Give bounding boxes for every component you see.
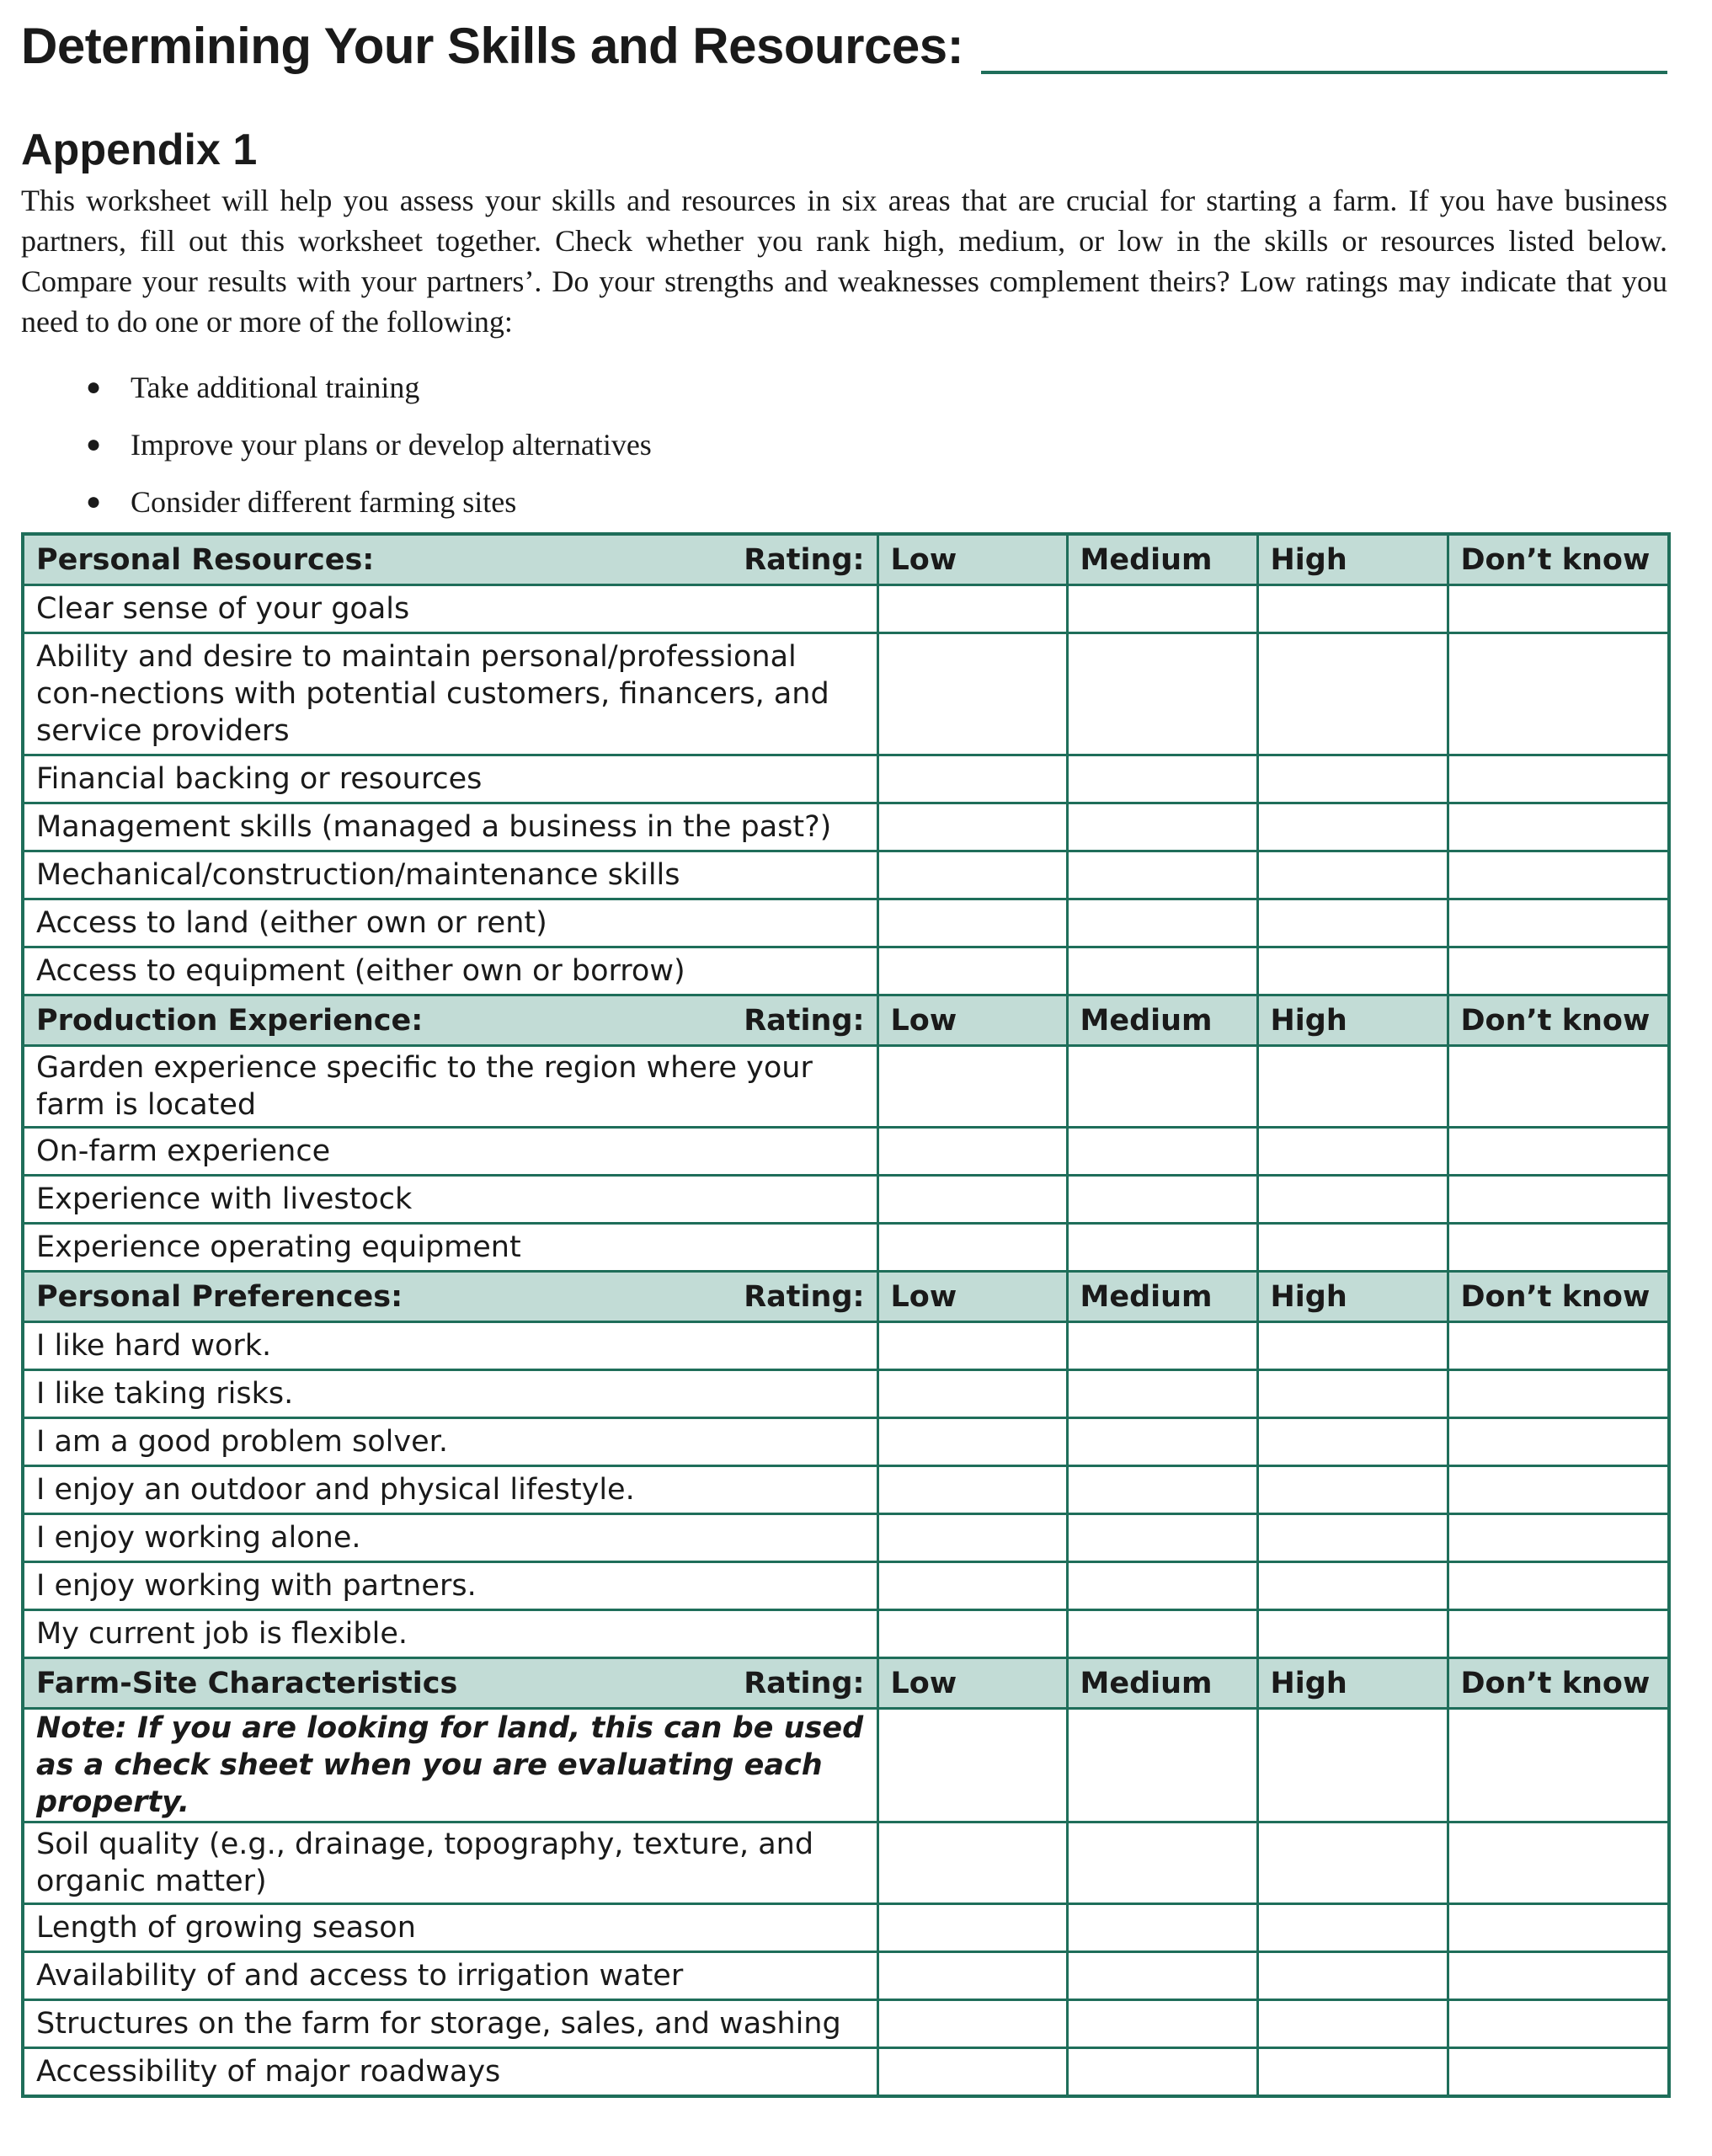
rating-cell-high[interactable] (1257, 1046, 1448, 1128)
table-row (23, 755, 1669, 803)
rating-cell-dont-know[interactable] (1448, 803, 1669, 851)
rating-cell-low[interactable] (877, 755, 1067, 803)
rating-cell-high[interactable] (1257, 1466, 1448, 1514)
bullet-text: Consider different farming sites (131, 485, 517, 519)
bullet-icon: ● (86, 430, 102, 458)
criterion-label: I enjoy an outdoor and physical lifestyle. (36, 1473, 635, 1507)
criterion-text (23, 947, 877, 995)
note-label: Note: If you are looking for land, this can be used as a check sheet when you are evaluating each property. (36, 1711, 864, 1819)
rating-cell-low[interactable] (877, 1822, 1067, 1904)
rating-cell-dont-know[interactable] (1448, 1176, 1669, 1224)
criterion-text (23, 1322, 877, 1370)
rating-cell-high[interactable] (1257, 633, 1448, 755)
rating-cell-medium[interactable] (1067, 1610, 1257, 1658)
rating-cell-dont-know[interactable] (1448, 1952, 1669, 2000)
criterion-text (23, 1514, 877, 1562)
column-header-dont-know: Don’t know (1448, 1658, 1669, 1709)
criterion-label: I enjoy working with partners. (36, 1569, 477, 1603)
section-header-cell (23, 1272, 877, 1322)
criterion-label: I enjoy working alone. (36, 1521, 361, 1555)
skills-worksheet-table (21, 532, 1671, 2098)
criterion-label: Soil quality (e.g., drainage, topography, texture, and organic matter) (36, 1828, 814, 1898)
criterion-text (23, 851, 877, 899)
criterion-text (23, 1418, 877, 1466)
column-header-low: Low (877, 534, 1067, 585)
table-row (23, 1610, 1669, 1658)
rating-cell-dont-know[interactable] (1448, 1610, 1669, 1658)
criterion-label: Management skills (managed a business in the past?) (36, 810, 832, 844)
criterion-label: Availability of and access to irrigation water (36, 1959, 684, 1993)
rating-cell-high[interactable] (1257, 2000, 1448, 2048)
rating-cell-high[interactable] (1257, 1128, 1448, 1176)
criterion-text (23, 633, 877, 755)
rating-cell-high[interactable] (1257, 1514, 1448, 1562)
rating-cell-dont-know[interactable] (1448, 947, 1669, 995)
rating-cell-high[interactable] (1257, 1904, 1448, 1952)
rating-cell-dont-know[interactable] (1448, 1046, 1669, 1128)
criterion-label: Garden experience specific to the region where your farm is located (36, 1051, 813, 1122)
rating-cell-dont-know (1448, 1709, 1669, 1822)
table-row (23, 1176, 1669, 1224)
rating-label: Rating: (744, 1003, 865, 1038)
rating-cell-low[interactable] (877, 1466, 1067, 1514)
rating-cell-medium[interactable] (1067, 851, 1257, 899)
rating-cell-high[interactable] (1257, 1562, 1448, 1610)
criterion-label: Financial backing or resources (36, 762, 483, 796)
rating-cell-dont-know[interactable] (1448, 2000, 1669, 2048)
rating-cell-medium[interactable] (1067, 755, 1257, 803)
rating-cell-dont-know[interactable] (1448, 1514, 1669, 1562)
section-title: Farm-Site Characteristics (36, 1666, 458, 1700)
table-row (23, 585, 1669, 633)
rating-cell-dont-know[interactable] (1448, 755, 1669, 803)
table-row (23, 2000, 1669, 2048)
table-row (23, 1562, 1669, 1610)
criterion-text (23, 1610, 877, 1658)
column-header-low: Low (877, 995, 1067, 1046)
column-header-dont-know: Don’t know (1448, 995, 1669, 1046)
rating-cell-medium[interactable] (1067, 947, 1257, 995)
column-header-high: High (1257, 1272, 1448, 1322)
rating-cell-low (877, 1709, 1067, 1822)
criterion-label: Accessibility of major roadways (36, 2055, 501, 2089)
rating-cell-low[interactable] (877, 1176, 1067, 1224)
criterion-label: Access to land (either own or rent) (36, 906, 547, 940)
rating-cell-low[interactable] (877, 1514, 1067, 1562)
criterion-text (23, 1822, 877, 1904)
note-row (23, 1709, 1669, 1822)
criterion-text (23, 1952, 877, 2000)
rating-cell-low[interactable] (877, 803, 1067, 851)
table-row (23, 1904, 1669, 1952)
criterion-text (23, 755, 877, 803)
rating-cell-high[interactable] (1257, 1176, 1448, 1224)
criterion-text (23, 1370, 877, 1418)
rating-cell-medium[interactable] (1067, 1128, 1257, 1176)
criterion-text (23, 1562, 877, 1610)
rating-cell-medium[interactable] (1067, 1418, 1257, 1466)
rating-cell-low[interactable] (877, 2048, 1067, 2097)
rating-cell-low[interactable] (877, 1128, 1067, 1176)
rating-label: Rating: (744, 542, 865, 577)
rating-cell-low[interactable] (877, 585, 1067, 633)
section-header-cell (23, 995, 877, 1046)
rating-cell-dont-know[interactable] (1448, 1562, 1669, 1610)
rating-cell-dont-know[interactable] (1448, 585, 1669, 633)
criterion-label: Ability and desire to maintain personal/professional con-nections with potential customers, financers, and service providers (36, 640, 829, 748)
criterion-text (23, 1046, 877, 1128)
rating-cell-medium[interactable] (1067, 1562, 1257, 1610)
table-row (23, 1046, 1669, 1128)
criterion-text (23, 1176, 877, 1224)
intro-paragraph: This worksheet will help you assess your skills and resources in six areas that are crucial for starting a farm. If you have business partners, fill out this worksheet together. Check whether you rank high, medium, or low in the skills or resources listed below. Compare your results with your partners’. Do your strengths and weaknesses complement theirs? Low ratings may indicate that you need to do one or more of the following: (21, 184, 1667, 339)
rating-cell-medium[interactable] (1067, 2000, 1257, 2048)
criterion-text (23, 2000, 877, 2048)
page-title: Determining Your Skills and Resources: (21, 18, 964, 74)
rating-cell-high[interactable] (1257, 1322, 1448, 1370)
column-header-high: High (1257, 995, 1448, 1046)
criterion-label: Length of growing season (36, 1911, 416, 1945)
table-row (23, 2048, 1669, 2097)
table-row (23, 1224, 1669, 1272)
column-header-high: High (1257, 534, 1448, 585)
section-header-row (23, 1272, 1669, 1322)
rating-cell-high[interactable] (1257, 851, 1448, 899)
rating-cell-low[interactable] (877, 851, 1067, 899)
column-header-low: Low (877, 1272, 1067, 1322)
table-row (23, 1952, 1669, 2000)
column-header-dont-know: Don’t know (1448, 1272, 1669, 1322)
rating-cell-low[interactable] (877, 1610, 1067, 1658)
bullet-item (21, 473, 1667, 531)
rating-cell-low[interactable] (877, 633, 1067, 755)
rating-cell-low[interactable] (877, 1562, 1067, 1610)
rating-cell-medium[interactable] (1067, 1322, 1257, 1370)
rating-cell-medium[interactable] (1067, 899, 1257, 947)
criterion-text (23, 585, 877, 633)
bullet-list (21, 359, 1667, 531)
rating-cell-high[interactable] (1257, 1610, 1448, 1658)
section-header-row (23, 1658, 1669, 1709)
rating-cell-dont-know[interactable] (1448, 851, 1669, 899)
section-header-cell (23, 1658, 877, 1709)
rating-cell-low[interactable] (877, 1322, 1067, 1370)
rating-cell-medium[interactable] (1067, 1224, 1257, 1272)
table-row (23, 1822, 1669, 1904)
rating-cell-high[interactable] (1257, 947, 1448, 995)
rating-cell-high[interactable] (1257, 755, 1448, 803)
section-title: Personal Preferences: (36, 1279, 403, 1314)
rating-label: Rating: (744, 1666, 865, 1700)
rating-cell-high[interactable] (1257, 585, 1448, 633)
criterion-label: Access to equipment (either own or borrow) (36, 954, 685, 988)
table-row (23, 1370, 1669, 1418)
rating-cell-dont-know[interactable] (1448, 1822, 1669, 1904)
section-title: Production Experience: (36, 1003, 424, 1038)
note-text (23, 1709, 877, 1822)
rating-cell-high[interactable] (1257, 803, 1448, 851)
rating-cell-low[interactable] (877, 1904, 1067, 1952)
column-header-low: Low (877, 1658, 1067, 1709)
bullet-item (21, 416, 1667, 473)
criterion-label: Mechanical/construction/maintenance skills (36, 858, 680, 892)
rating-cell-medium[interactable] (1067, 1176, 1257, 1224)
table-row (23, 1466, 1669, 1514)
table-row (23, 899, 1669, 947)
title-rule (981, 71, 1667, 74)
rating-cell-low[interactable] (877, 1046, 1067, 1128)
rating-cell-medium[interactable] (1067, 1952, 1257, 2000)
rating-cell-high[interactable] (1257, 1224, 1448, 1272)
rating-cell-medium[interactable] (1067, 1904, 1257, 1952)
rating-cell-low[interactable] (877, 1224, 1067, 1272)
rating-cell-high (1257, 1709, 1448, 1822)
criterion-text (23, 1904, 877, 1952)
rating-cell-dont-know[interactable] (1448, 633, 1669, 755)
criterion-label: Experience operating equipment (36, 1230, 521, 1264)
rating-cell-low[interactable] (877, 1952, 1067, 2000)
rating-cell-medium[interactable] (1067, 1466, 1257, 1514)
criterion-label: My current job is flexible. (36, 1617, 408, 1651)
column-header-medium: Medium (1067, 1658, 1257, 1709)
rating-cell-medium[interactable] (1067, 585, 1257, 633)
criterion-label: I like taking risks. (36, 1377, 294, 1411)
criterion-label: Clear sense of your goals (36, 592, 410, 626)
section-header-row (23, 534, 1669, 585)
section-header-cell (23, 534, 877, 585)
section-header-row (23, 995, 1669, 1046)
table-row (23, 1418, 1669, 1466)
rating-cell-low[interactable] (877, 947, 1067, 995)
criterion-text (23, 1128, 877, 1176)
rating-cell-high[interactable] (1257, 1952, 1448, 2000)
worksheet-page (21, 0, 1667, 2089)
rating-cell-medium[interactable] (1067, 1822, 1257, 1904)
criterion-text (23, 2048, 877, 2097)
rating-cell-high[interactable] (1257, 1822, 1448, 1904)
rating-cell-dont-know[interactable] (1448, 1418, 1669, 1466)
criterion-label: Experience with livestock (36, 1182, 413, 1216)
table-row (23, 947, 1669, 995)
criterion-text (23, 1224, 877, 1272)
rating-cell-high[interactable] (1257, 2048, 1448, 2097)
column-header-high: High (1257, 1658, 1448, 1709)
bullet-icon: ● (86, 373, 102, 401)
column-header-medium: Medium (1067, 1272, 1257, 1322)
column-header-medium: Medium (1067, 534, 1257, 585)
rating-cell-medium[interactable] (1067, 1514, 1257, 1562)
rating-cell-high[interactable] (1257, 1370, 1448, 1418)
rating-cell-medium[interactable] (1067, 1370, 1257, 1418)
criterion-text (23, 803, 877, 851)
bullet-text: Improve your plans or develop alternatives (131, 428, 652, 462)
section-title: Personal Resources: (36, 542, 375, 577)
rating-label: Rating: (744, 1279, 865, 1314)
column-header-medium: Medium (1067, 995, 1257, 1046)
rating-cell-low[interactable] (877, 2000, 1067, 2048)
column-header-dont-know: Don’t know (1448, 534, 1669, 585)
rating-cell-high[interactable] (1257, 1418, 1448, 1466)
criterion-text (23, 1466, 877, 1514)
rating-cell-dont-know[interactable] (1448, 1370, 1669, 1418)
bullet-text: Take additional training (131, 371, 420, 404)
bullet-item (21, 359, 1667, 416)
appendix-heading: Appendix 1 (21, 125, 258, 174)
rating-cell-medium[interactable] (1067, 803, 1257, 851)
rating-cell-dont-know[interactable] (1448, 1128, 1669, 1176)
criterion-label: On-farm experience (36, 1134, 331, 1168)
rating-cell-dont-know[interactable] (1448, 1904, 1669, 1952)
rating-cell-low[interactable] (877, 1418, 1067, 1466)
rating-cell-medium[interactable] (1067, 633, 1257, 755)
rating-cell-dont-know[interactable] (1448, 1224, 1669, 1272)
criterion-label: Structures on the farm for storage, sales, and washing (36, 2007, 841, 2041)
rating-cell-high[interactable] (1257, 899, 1448, 947)
rating-cell-low[interactable] (877, 899, 1067, 947)
rating-cell-dont-know[interactable] (1448, 1322, 1669, 1370)
rating-cell-dont-know[interactable] (1448, 1466, 1669, 1514)
table-row (23, 633, 1669, 755)
table-row (23, 1128, 1669, 1176)
rating-cell-dont-know[interactable] (1448, 899, 1669, 947)
table-row (23, 1514, 1669, 1562)
rating-cell-low[interactable] (877, 1370, 1067, 1418)
rating-cell-dont-know[interactable] (1448, 2048, 1669, 2097)
criterion-label: I like hard work. (36, 1329, 272, 1363)
bullet-icon: ● (86, 488, 102, 515)
rating-cell-medium (1067, 1709, 1257, 1822)
table-row (23, 803, 1669, 851)
table-row (23, 851, 1669, 899)
rating-cell-medium[interactable] (1067, 1046, 1257, 1128)
criterion-text (23, 899, 877, 947)
rating-cell-medium[interactable] (1067, 2048, 1257, 2097)
criterion-label: I am a good problem solver. (36, 1425, 448, 1459)
table-row (23, 1322, 1669, 1370)
